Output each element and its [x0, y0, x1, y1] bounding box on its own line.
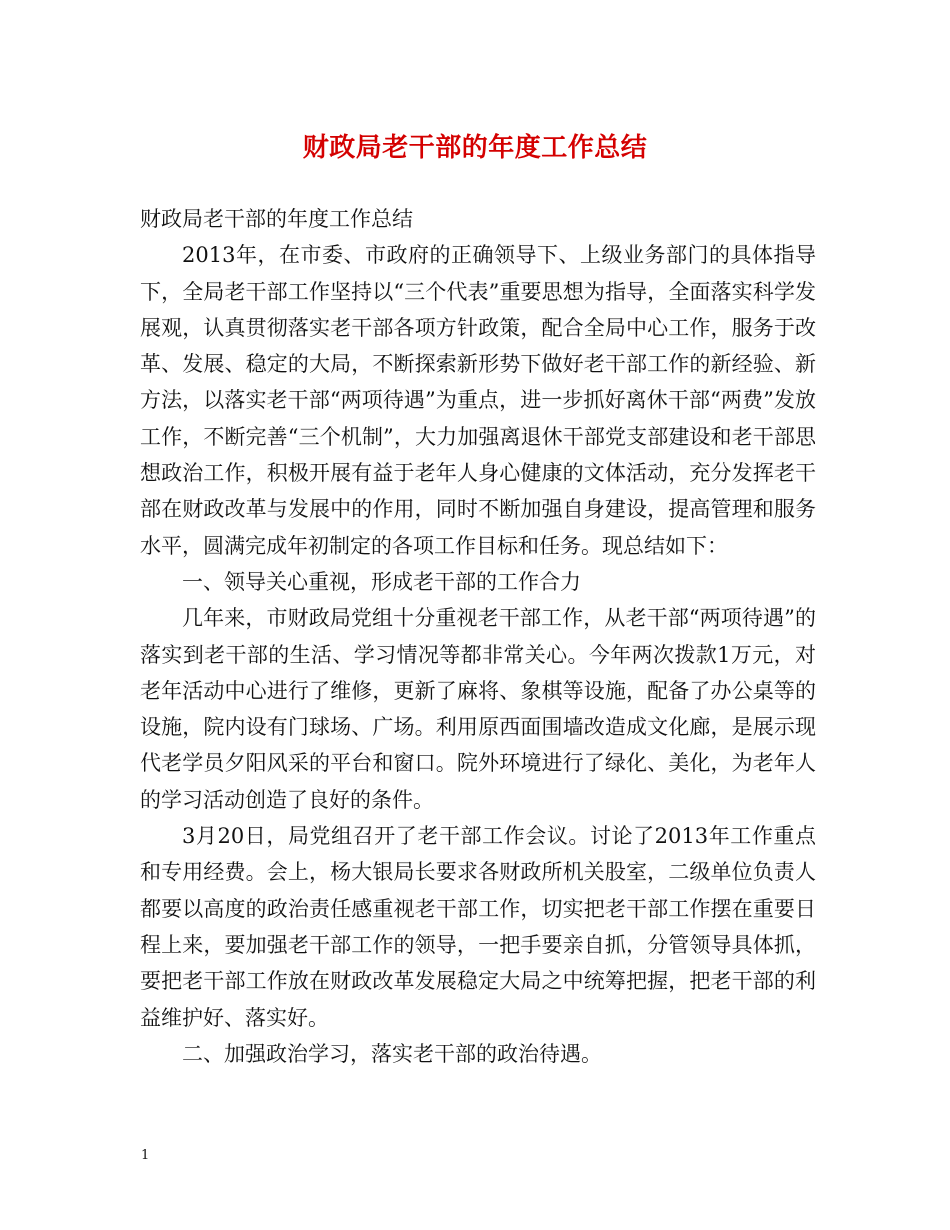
document-body [140, 201, 816, 1072]
document-subtitle: 财政局老干部的年度工作总结 [140, 207, 413, 231]
paragraph-section-1: 几年来，市财政局党组十分重视老干部工作，从老干部“两项待遇”的落实到老干部的生活、学习情况等都非常关心。今年两次拨款1万元，对老年活动中心进行了维修，更新了麻将、象棋等设施，配备了办公桌等的设施，院内设有门球场、广场。利用原西面围墙改造成文化廊，是展示现代老学员夕阳风采的平台和窗口。院外环境进行了绿化、美化，为老年人的学习活动创造了良好的条件。 [140, 606, 816, 812]
paragraph-intro: 2013年，在市委、市政府的正确领导下、上级业务部门的具体指导下，全局老干部工作坚持以“三个代表”重要思想为指导，全面落实科学发展观，认真贯彻落实老干部各项方针政策，配合全局中心工作，服务于改革、发展、稳定的大局，不断探索新形势下做好老干部工作的新经验、新方法，以落实老干部“两项待遇”为重点，进一步抓好离休干部“两费”发放工作，不断完善“三个机制”，大力加强离退休干部党支部建设和老干部思想政治工作，积极开展有益于老年人身心健康的文体活动，充分发挥老干部在财政改革与发展中的作用，同时不断加强自身建设，提高管理和服务水平，圆满完成年初制定的各项工作目标和任务。现总结如下： [140, 243, 816, 558]
page-number: 1 [141, 1148, 150, 1163]
section-heading-1: 一、领导关心重视，形成老干部的工作合力 [182, 569, 581, 594]
paragraph-meeting: 3月20日，局党组召开了老干部工作会议。讨论了2013年工作重点和专用经费。会上，杨大银局长要求各财政所机关股室，二级单位负责人都要以高度的政治责任感重视老干部工作，切实把老干部工作摆在重要日程上来，要加强老干部工作的领导，一把手要亲自抓，分管领导具体抓，要把老干部工作放在财政改革发展稳定大局之中统筹把握，把老干部的利益维护好、落实好。 [140, 824, 816, 1030]
document-title: 财政局老干部的年度工作总结 [302, 133, 648, 163]
section-heading-2: 二、加强政治学习，落实老干部的政治待遇。 [182, 1041, 602, 1066]
